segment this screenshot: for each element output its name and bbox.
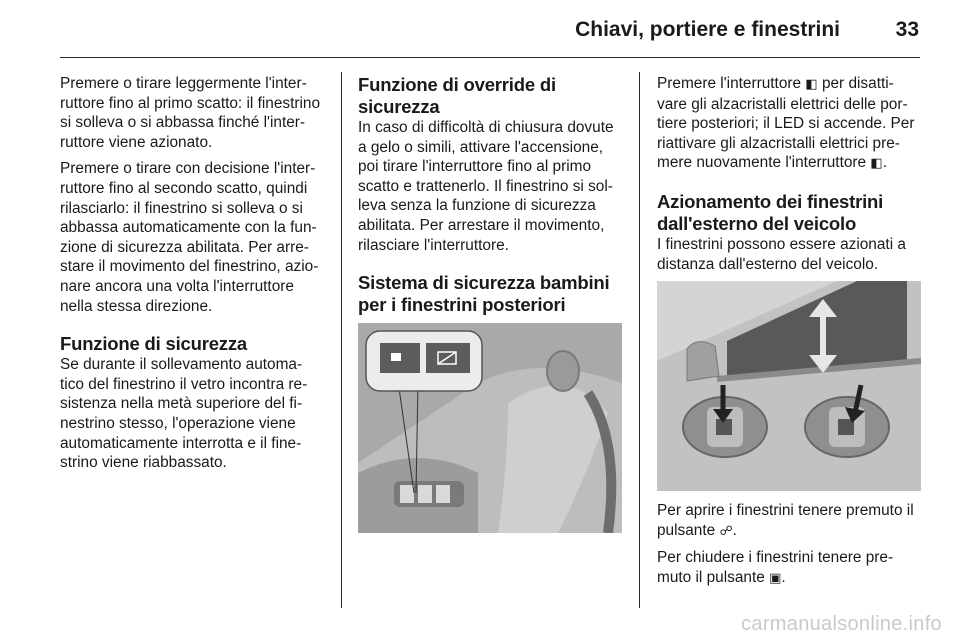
paragraph: In caso di difficoltà di chiusura dovute a gelo o simili, attivare l'accensione, poi tirare l'interruttore fino al primo scatto e trattenerlo. Il finestrino si sol-leva senza la funzione di sicurezza abilitata. Per arrestare il movimento, rilasciare l'interruttore.	[358, 119, 614, 254]
paragraph-text: Premere l'interruttore	[657, 75, 802, 92]
paragraph-text: Per chiudere i finestrini tenere pre-muto il pulsante	[657, 549, 894, 586]
section-heading: Sistema di sicurezza bambini per i finestrini posteriori	[358, 272, 610, 316]
paragraph-text: .	[882, 154, 887, 172]
section-heading: Funzione di sicurezza	[60, 333, 247, 355]
door-switch-illustration	[358, 323, 622, 533]
window-lock-icon: ◧	[805, 77, 818, 92]
paragraph: Premere o tirare leggermente l'inter-ruttore fino al primo scatto: il finestrino si solleva o si abbassa finché l'inter-ruttore viene azionato.	[60, 75, 321, 151]
watermark: carmanualsonline.info	[741, 613, 942, 635]
remote-window-illustration	[657, 281, 921, 491]
page-number: 33	[895, 18, 919, 41]
window-lock-icon: ◧	[870, 156, 883, 172]
padlock-open-icon: ☍	[719, 523, 733, 539]
header-rule	[60, 57, 920, 58]
paragraph	[657, 548, 923, 588]
column-left	[60, 74, 324, 480]
paragraph-text: per disatti-vare gli alzacristalli elettrici delle por-tiere posteriori; il LED si accende. Per riattivare gli alzacristalli elettrici pre-mere nuovamente l'interruttore	[657, 75, 915, 172]
section-heading: Funzione di override di sicurezza	[358, 74, 556, 117]
padlock-closed-icon: ▣	[769, 570, 782, 586]
paragraph-text: Per aprire i finestrini tenere premuto il pulsante	[657, 502, 914, 539]
paragraph-text: .	[781, 568, 786, 586]
paragraph	[657, 501, 923, 541]
paragraph	[657, 74, 923, 174]
page-title: Chiavi, portiere e finestrini	[575, 18, 840, 41]
column-divider	[341, 72, 342, 608]
paragraph: I finestrini possono essere azionati a distanza dall'esterno del veicolo.	[657, 235, 906, 273]
paragraph: Premere o tirare con decisione l'inter-ruttore fino al secondo scatto, quindi rilasciarlo: il finestrino si solleva o si abbassa automaticamente con la fun-zione di sicurezza abilitata. Per arre-stare il movimento del finestrino, azio-nare ancora una volta l'interruttore nella stessa direzione.	[60, 160, 319, 315]
section-heading: Azionamento dei finestrini dall'esterno del veicolo	[657, 190, 884, 234]
column-middle	[358, 74, 624, 533]
paragraph-text: .	[732, 521, 737, 539]
paragraph: Se durante il sollevamento automa-tico del finestrino il vetro incontra re-sistenza nella metà superiore del fi-nestrino stesso, l'operazione viene automaticamente interrotta e il fine-strino viene riabbassato.	[60, 356, 308, 472]
column-divider	[639, 72, 640, 608]
column-right	[657, 74, 923, 596]
